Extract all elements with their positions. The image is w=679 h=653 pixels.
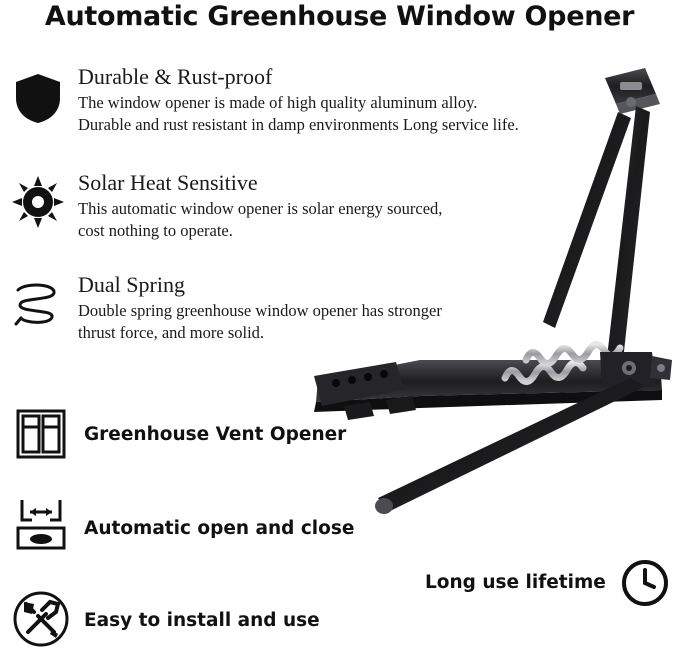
feature-line-2: thrust force, and more solid. xyxy=(78,323,265,342)
lifetime-label: Long use lifetime xyxy=(425,572,606,593)
feature-durable xyxy=(78,64,519,136)
tools-icon xyxy=(12,590,70,648)
feature-line-2: Durable and rust resistant in damp environments Long service life. xyxy=(78,115,519,134)
auto-open-close-icon xyxy=(12,496,70,554)
feature-heading: Dual Spring xyxy=(78,272,185,297)
page-title: Automatic Greenhouse Window Opener xyxy=(44,1,635,32)
spring-icon xyxy=(12,280,64,332)
bullet-label-easy-install: Easy to install and use xyxy=(84,610,320,631)
sun-icon xyxy=(12,176,64,228)
bullet-label-vent-opener: Greenhouse Vent Opener xyxy=(84,424,347,445)
feature-heading: Durable & Rust-proof xyxy=(78,64,273,89)
feature-dual-spring xyxy=(78,272,442,344)
bullet-label-auto-open-close: Automatic open and close xyxy=(84,518,355,539)
feature-line-1: The window opener is made of high quality aluminum alloy. xyxy=(78,93,478,112)
clock-icon xyxy=(621,559,669,607)
shield-icon xyxy=(12,72,64,124)
feature-heading: Solar Heat Sensitive xyxy=(78,170,258,195)
feature-line-2: cost nothing to operate. xyxy=(78,221,233,240)
feature-line-1: This automatic window opener is solar energy sourced, xyxy=(78,199,443,218)
feature-solar xyxy=(78,170,442,242)
window-vent-icon xyxy=(12,405,70,463)
feature-line-1: Double spring greenhouse window opener has stronger xyxy=(78,301,442,320)
